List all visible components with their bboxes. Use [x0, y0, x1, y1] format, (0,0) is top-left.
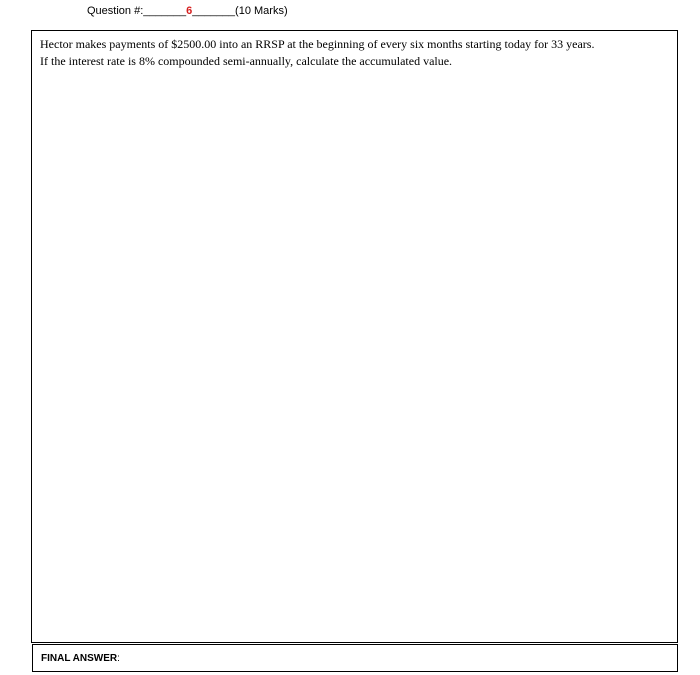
question-work-area[interactable] [31, 30, 678, 643]
question-text-line-1: Hector makes payments of $2500.00 into an RRSP at the beginning of every six months starting today for 33 years. [40, 37, 595, 51]
final-answer-label [41, 652, 120, 665]
final-answer-colon: : [117, 653, 120, 664]
final-answer-label-text: FINAL ANSWER [41, 653, 118, 664]
question-number-prefix: Question #:_______ [87, 5, 187, 17]
final-answer-box[interactable] [32, 644, 678, 672]
question-header [87, 4, 288, 18]
question-number: 6 [186, 5, 193, 17]
question-text [40, 36, 669, 70]
question-text-line-2: If the interest rate is 8% compounded semi-annually, calculate the accumulated value. [40, 54, 453, 68]
question-marks: _______(10 Marks) [192, 5, 288, 17]
